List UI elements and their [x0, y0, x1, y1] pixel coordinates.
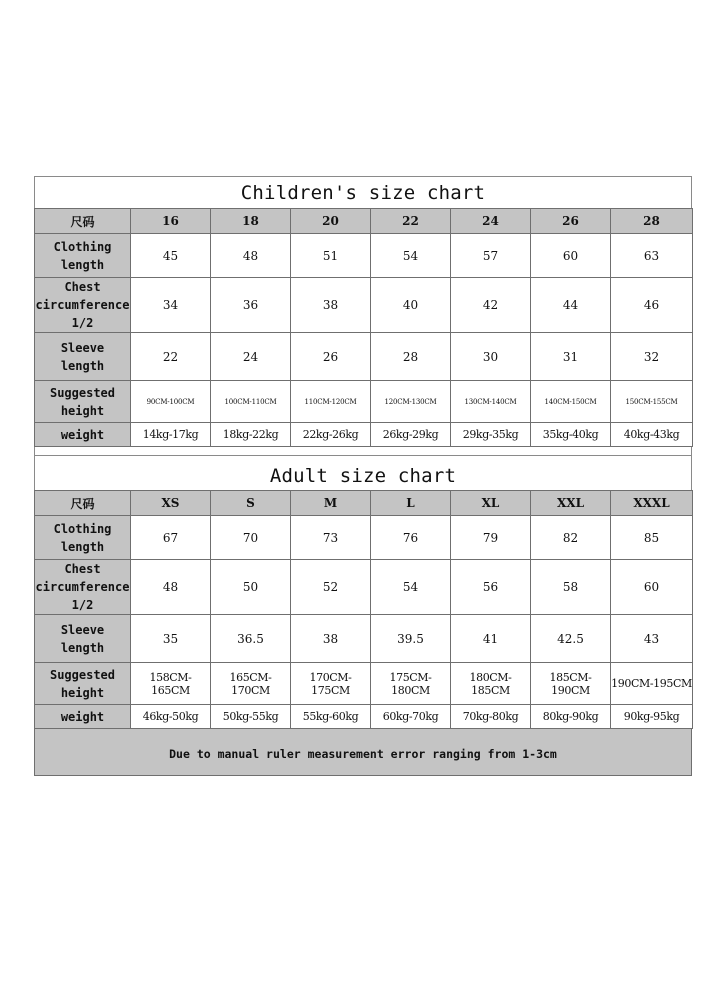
row-label-line: height — [60, 685, 105, 700]
row-label-line: length — [60, 257, 105, 272]
size-header-label: 尺码 — [35, 209, 131, 234]
size-value-cell: 14kg-17kg — [131, 423, 211, 447]
size-value-cell: 85 — [611, 516, 693, 560]
size-column-header: XS — [131, 491, 211, 516]
size-value-cell: 73 — [291, 516, 371, 560]
size-value-cell: 42.5 — [531, 615, 611, 663]
size-value-cell: 22kg-26kg — [291, 423, 371, 447]
table-row — [35, 663, 693, 705]
section-gap — [34, 447, 692, 455]
size-value-cell: 82 — [531, 516, 611, 560]
size-value-cell: 63 — [611, 234, 693, 278]
size-value-cell: 80kg-90kg — [531, 705, 611, 729]
size-column-header: 24 — [451, 209, 531, 234]
size-value-cell: 42 — [451, 278, 531, 333]
row-label-line: Clothing — [53, 239, 112, 254]
row-label-line: weight — [60, 427, 105, 442]
size-value-cell: 26 — [291, 333, 371, 381]
table-row — [35, 560, 693, 615]
size-value-cell: 100CM-110CM — [211, 381, 291, 423]
size-value-cell: 57 — [451, 234, 531, 278]
size-value-cell: 50 — [211, 560, 291, 615]
size-header-label: 尺码 — [35, 491, 131, 516]
adult-size-table — [34, 490, 693, 729]
size-value-cell: 44 — [531, 278, 611, 333]
row-label — [35, 663, 131, 705]
table-row — [35, 278, 693, 333]
row-label — [35, 423, 131, 447]
children-size-table — [34, 208, 693, 447]
size-column-header: 18 — [211, 209, 291, 234]
size-value-cell: 48 — [211, 234, 291, 278]
size-value-cell: 110CM-120CM — [291, 381, 371, 423]
size-value-cell: 67 — [131, 516, 211, 560]
size-value-cell: 24 — [211, 333, 291, 381]
size-column-header: 26 — [531, 209, 611, 234]
size-header-row — [35, 209, 693, 234]
measurement-note: Due to manual ruler measurement error ranging from 1-3cm — [34, 729, 692, 776]
size-value-cell: 50kg-55kg — [211, 705, 291, 729]
size-value-cell: 54 — [371, 234, 451, 278]
table-row — [35, 381, 693, 423]
row-label — [35, 234, 131, 278]
size-value-cell: 56 — [451, 560, 531, 615]
row-label-line: Clothing — [53, 521, 112, 536]
row-label-line: circumference — [35, 298, 130, 312]
row-label-line: circumference — [35, 580, 130, 594]
row-label-line: Suggested — [49, 385, 116, 400]
size-value-cell: 58 — [531, 560, 611, 615]
table-row — [35, 234, 693, 278]
size-value-cell: 38 — [291, 615, 371, 663]
size-column-header: 16 — [131, 209, 211, 234]
size-value-cell: 170CM-175CM — [291, 663, 371, 705]
size-value-cell: 35kg-40kg — [531, 423, 611, 447]
size-value-cell: 35 — [131, 615, 211, 663]
size-value-cell: 51 — [291, 234, 371, 278]
row-label — [35, 333, 131, 381]
size-value-cell: 36.5 — [211, 615, 291, 663]
row-label-line: Chest — [64, 562, 101, 576]
size-value-cell: 36 — [211, 278, 291, 333]
size-column-header: 20 — [291, 209, 371, 234]
size-value-cell: 55kg-60kg — [291, 705, 371, 729]
row-label-line: height — [60, 403, 105, 418]
size-value-cell: 180CM-185CM — [451, 663, 531, 705]
size-value-cell: 60 — [611, 560, 693, 615]
size-value-cell: 79 — [451, 516, 531, 560]
table-row — [35, 705, 693, 729]
size-value-cell: 30 — [451, 333, 531, 381]
row-label-line: Chest — [64, 280, 101, 294]
size-value-cell: 54 — [371, 560, 451, 615]
row-label-line: length — [60, 539, 105, 554]
size-value-cell: 38 — [291, 278, 371, 333]
size-value-cell: 40kg-43kg — [611, 423, 693, 447]
size-value-cell: 46 — [611, 278, 693, 333]
children-chart-title: Children's size chart — [34, 176, 692, 208]
size-value-cell: 34 — [131, 278, 211, 333]
size-value-cell: 150CM-155CM — [611, 381, 693, 423]
size-value-cell: 70 — [211, 516, 291, 560]
size-value-cell: 43 — [611, 615, 693, 663]
size-header-row — [35, 491, 693, 516]
size-value-cell: 165CM-170CM — [211, 663, 291, 705]
size-column-header: XXL — [531, 491, 611, 516]
size-value-cell: 140CM-150CM — [531, 381, 611, 423]
table-row — [35, 615, 693, 663]
size-value-cell: 130CM-140CM — [451, 381, 531, 423]
size-column-header: M — [291, 491, 371, 516]
table-row — [35, 516, 693, 560]
row-label — [35, 615, 131, 663]
size-value-cell: 40 — [371, 278, 451, 333]
size-value-cell: 31 — [531, 333, 611, 381]
size-value-cell: 28 — [371, 333, 451, 381]
size-value-cell: 90CM-100CM — [131, 381, 211, 423]
row-label-line: 1/2 — [71, 316, 94, 330]
size-column-header: XL — [451, 491, 531, 516]
size-value-cell: 32 — [611, 333, 693, 381]
size-value-cell: 60kg-70kg — [371, 705, 451, 729]
size-value-cell: 70kg-80kg — [451, 705, 531, 729]
size-value-cell: 18kg-22kg — [211, 423, 291, 447]
row-label-line: 1/2 — [71, 598, 94, 612]
row-label — [35, 278, 131, 333]
size-column-header: L — [371, 491, 451, 516]
size-value-cell: 45 — [131, 234, 211, 278]
size-value-cell: 158CM-165CM — [131, 663, 211, 705]
adult-chart-title: Adult size chart — [34, 455, 692, 490]
row-label — [35, 560, 131, 615]
row-label-line: Sleeve — [60, 622, 105, 637]
row-label-line: Suggested — [49, 667, 116, 682]
size-column-header: XXXL — [611, 491, 693, 516]
size-chart-sheet — [34, 176, 692, 776]
size-value-cell: 185CM-190CM — [531, 663, 611, 705]
size-value-cell: 90kg-95kg — [611, 705, 693, 729]
row-label — [35, 381, 131, 423]
size-value-cell: 175CM-180CM — [371, 663, 451, 705]
size-value-cell: 60 — [531, 234, 611, 278]
row-label-line: length — [60, 358, 105, 373]
size-value-cell: 120CM-130CM — [371, 381, 451, 423]
size-value-cell: 41 — [451, 615, 531, 663]
row-label-line: length — [60, 640, 105, 655]
row-label — [35, 516, 131, 560]
size-column-header: 22 — [371, 209, 451, 234]
size-value-cell: 76 — [371, 516, 451, 560]
row-label — [35, 705, 131, 729]
size-value-cell: 190CM-195CM — [611, 663, 693, 705]
size-value-cell: 26kg-29kg — [371, 423, 451, 447]
size-value-cell: 39.5 — [371, 615, 451, 663]
size-value-cell: 29kg-35kg — [451, 423, 531, 447]
size-value-cell: 48 — [131, 560, 211, 615]
size-value-cell: 22 — [131, 333, 211, 381]
size-value-cell: 52 — [291, 560, 371, 615]
size-column-header: S — [211, 491, 291, 516]
table-row — [35, 423, 693, 447]
table-row — [35, 333, 693, 381]
size-value-cell: 46kg-50kg — [131, 705, 211, 729]
size-column-header: 28 — [611, 209, 693, 234]
row-label-line: Sleeve — [60, 340, 105, 355]
row-label-line: weight — [60, 709, 105, 724]
